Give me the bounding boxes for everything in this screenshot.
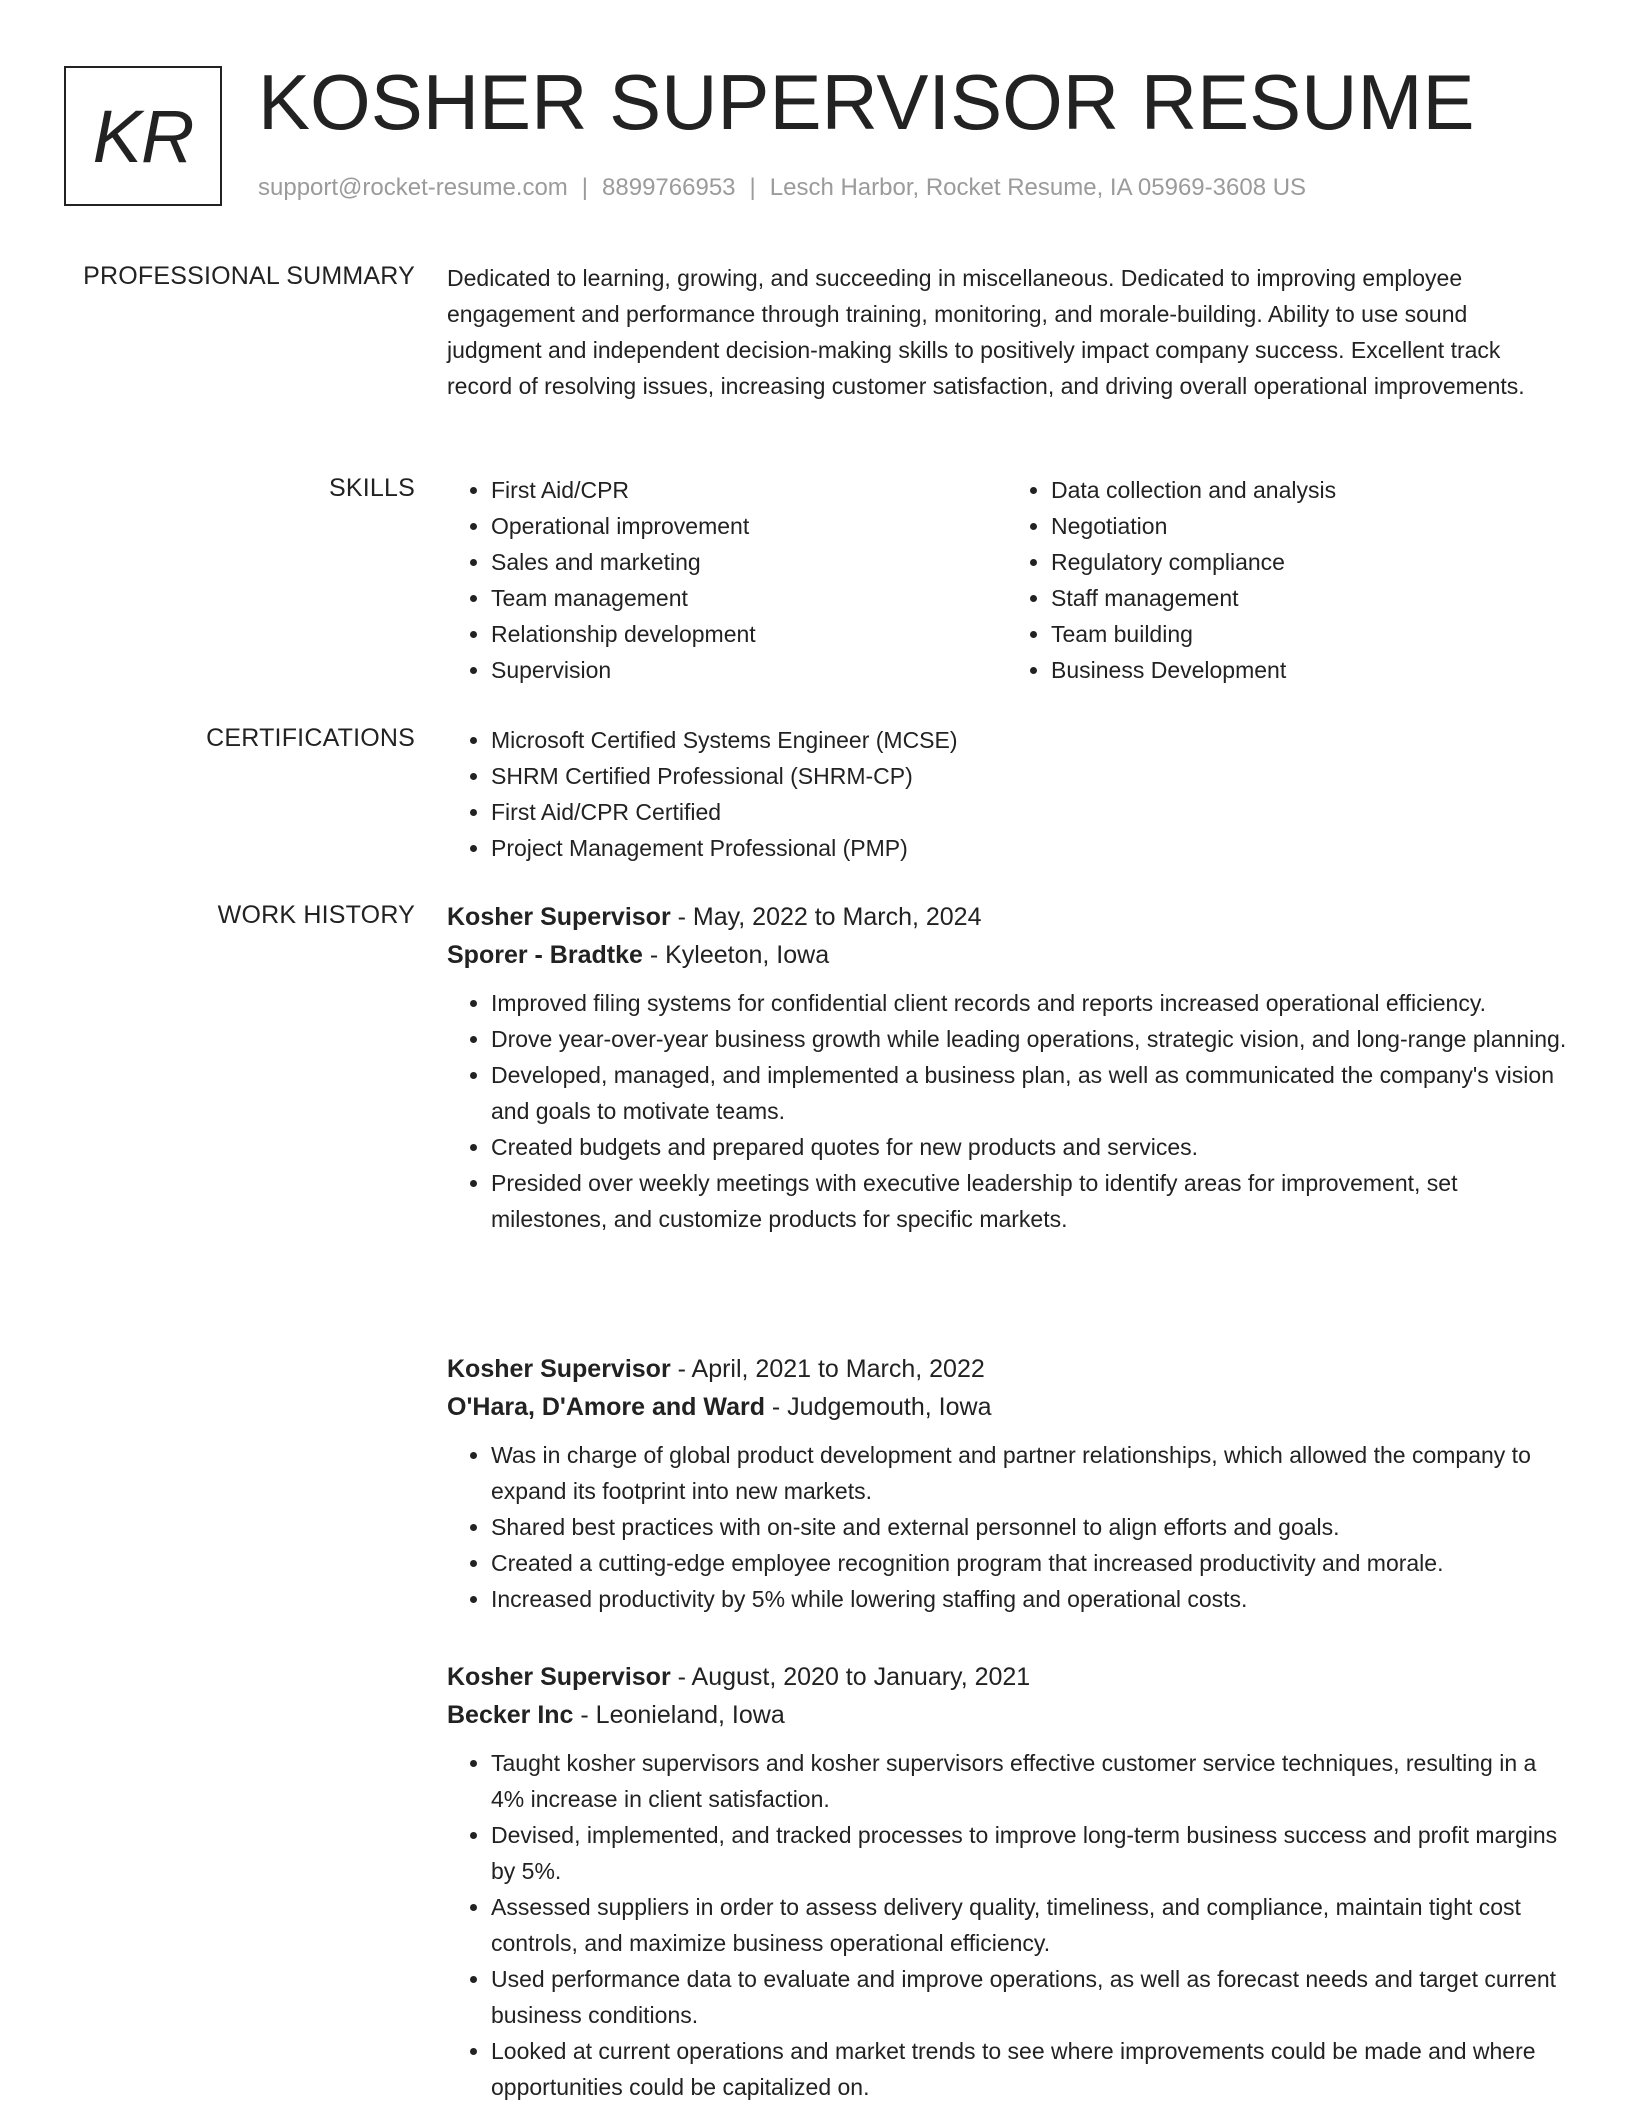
job-dates: - April, 2021 to March, 2022 — [670, 1355, 985, 1383]
job-bullet: • Presided over weekly meetings with executive leadership to identify areas for improvement, set milestones, and customize products for specific markets. — [491, 1165, 1567, 1237]
contact-phone[interactable]: 8899766953 — [602, 174, 736, 201]
job-bullet: • Improved filing systems for confidential client records and reports increased operational efficiency. — [491, 985, 1567, 1021]
skill-item: • Team management — [491, 580, 1007, 616]
job-title: Kosher Supervisor — [447, 903, 671, 931]
skills-list-left — [447, 472, 1007, 688]
job-bullets — [447, 1745, 1567, 2105]
job-bullet: • Was in charge of global product development and partner relationships, which allowed the company to expand its footprint into new markets. — [491, 1437, 1567, 1509]
skill-item: • Regulatory compliance — [1051, 544, 1567, 580]
job-title-line — [447, 1351, 1567, 1387]
job-bullets — [447, 985, 1567, 1237]
job-dates: - May, 2022 to March, 2024 — [670, 903, 982, 931]
job-bullet: • Increased productivity by 5% while lowering staffing and operational costs. — [491, 1581, 1567, 1617]
job-bullet: • Used performance data to evaluate and improve operations, as well as forecast needs and target current business conditions. — [491, 1961, 1567, 2033]
skill-item: • First Aid/CPR — [491, 472, 1007, 508]
skill-item: • Relationship development — [491, 616, 1007, 652]
contact-address: Lesch Harbor, Rocket Resume, IA 05969-3608 US — [769, 174, 1307, 201]
job-location: - Judgemouth, Iowa — [764, 1393, 992, 1421]
page-title: KOSHER SUPERVISOR RESUME — [258, 58, 1475, 146]
job-entry — [447, 1659, 1567, 2105]
job-title: Kosher Supervisor — [447, 1355, 671, 1383]
job-company-line — [447, 1695, 1567, 1735]
section-label-certifications: CERTIFICATIONS — [206, 724, 415, 752]
skill-item: • Business Development — [1051, 652, 1567, 688]
job-bullet: • Drove year-over-year business growth while leading operations, strategic vision, and long-range planning. — [491, 1021, 1567, 1057]
certifications-list — [447, 722, 1567, 866]
skill-item: • Team building — [1051, 616, 1567, 652]
certification-item: • Project Management Professional (PMP) — [491, 830, 1567, 866]
contact-separator: | — [749, 174, 756, 201]
job-title: Kosher Supervisor — [447, 1663, 671, 1691]
job-title-line — [447, 1659, 1567, 1695]
job-company-line — [447, 935, 1567, 975]
job-bullet: • Looked at current operations and market trends to see where improvements could be made and where opportunities could be capitalized on. — [491, 2033, 1567, 2105]
job-bullet: • Assessed suppliers in order to assess delivery quality, timeliness, and compliance, maintain tight cost controls, and maximize business operational efficiency. — [491, 1889, 1567, 1961]
job-bullet: • Taught kosher supervisors and kosher supervisors effective customer service techniques, resulting in a 4% increase in client satisfaction. — [491, 1745, 1567, 1817]
skill-item: • Staff management — [1051, 580, 1567, 616]
skill-item: • Supervision — [491, 652, 1007, 688]
contact-separator: | — [581, 174, 589, 201]
job-bullet: • Created budgets and prepared quotes for new products and services. — [491, 1129, 1567, 1165]
job-location: - Leonieland, Iowa — [573, 1701, 785, 1729]
job-company: Becker Inc — [447, 1701, 574, 1729]
job-bullet: • Developed, managed, and implemented a business plan, as well as communicated the company's vision and goals to motivate teams. — [491, 1057, 1567, 1129]
job-bullet: • Devised, implemented, and tracked processes to improve long-term business success and profit margins by 5%. — [491, 1817, 1567, 1889]
job-bullets — [447, 1437, 1567, 1617]
skill-item: • Operational improvement — [491, 508, 1007, 544]
certification-item: • SHRM Certified Professional (SHRM-CP) — [491, 758, 1567, 794]
skill-item: • Sales and marketing — [491, 544, 1007, 580]
skills-list-right — [1007, 472, 1567, 688]
summary-text: Dedicated to learning, growing, and succeeding in miscellaneous. Dedicated to improving employee engagement and performance through training, monitoring, and morale-building. Ability to use sound judgment and independent decision-making skills to positively impact company success. Excellent track record of resolving issues, increasing customer satisfaction, and driving overall operational improvements. — [447, 265, 1525, 399]
job-title-line — [447, 899, 1567, 935]
monogram: KR — [64, 66, 222, 206]
certification-item: • First Aid/CPR Certified — [491, 794, 1567, 830]
job-company-line — [447, 1387, 1567, 1427]
skill-item: • Negotiation — [1051, 508, 1567, 544]
job-company: Sporer - Bradtke — [447, 941, 643, 969]
job-entry — [447, 899, 1567, 1237]
job-dates: - August, 2020 to January, 2021 — [670, 1663, 1031, 1691]
contact-email[interactable]: support@rocket-resume.com — [258, 174, 568, 201]
job-bullet: • Created a cutting-edge employee recognition program that increased productivity and morale. — [491, 1545, 1567, 1581]
certification-item: • Microsoft Certified Systems Engineer (MCSE) — [491, 722, 1567, 758]
job-bullet: • Shared best practices with on-site and external personnel to align efforts and goals. — [491, 1509, 1567, 1545]
section-label-skills: SKILLS — [329, 474, 415, 502]
section-label-work: WORK HISTORY — [217, 901, 415, 929]
skill-item: • Data collection and analysis — [1051, 472, 1567, 508]
job-company: O'Hara, D'Amore and Ward — [447, 1393, 765, 1421]
job-entry — [447, 1351, 1567, 1617]
contact-line — [258, 174, 1306, 202]
job-location: - Kyleeton, Iowa — [642, 941, 830, 969]
section-label-summary: PROFESSIONAL SUMMARY — [83, 262, 415, 290]
